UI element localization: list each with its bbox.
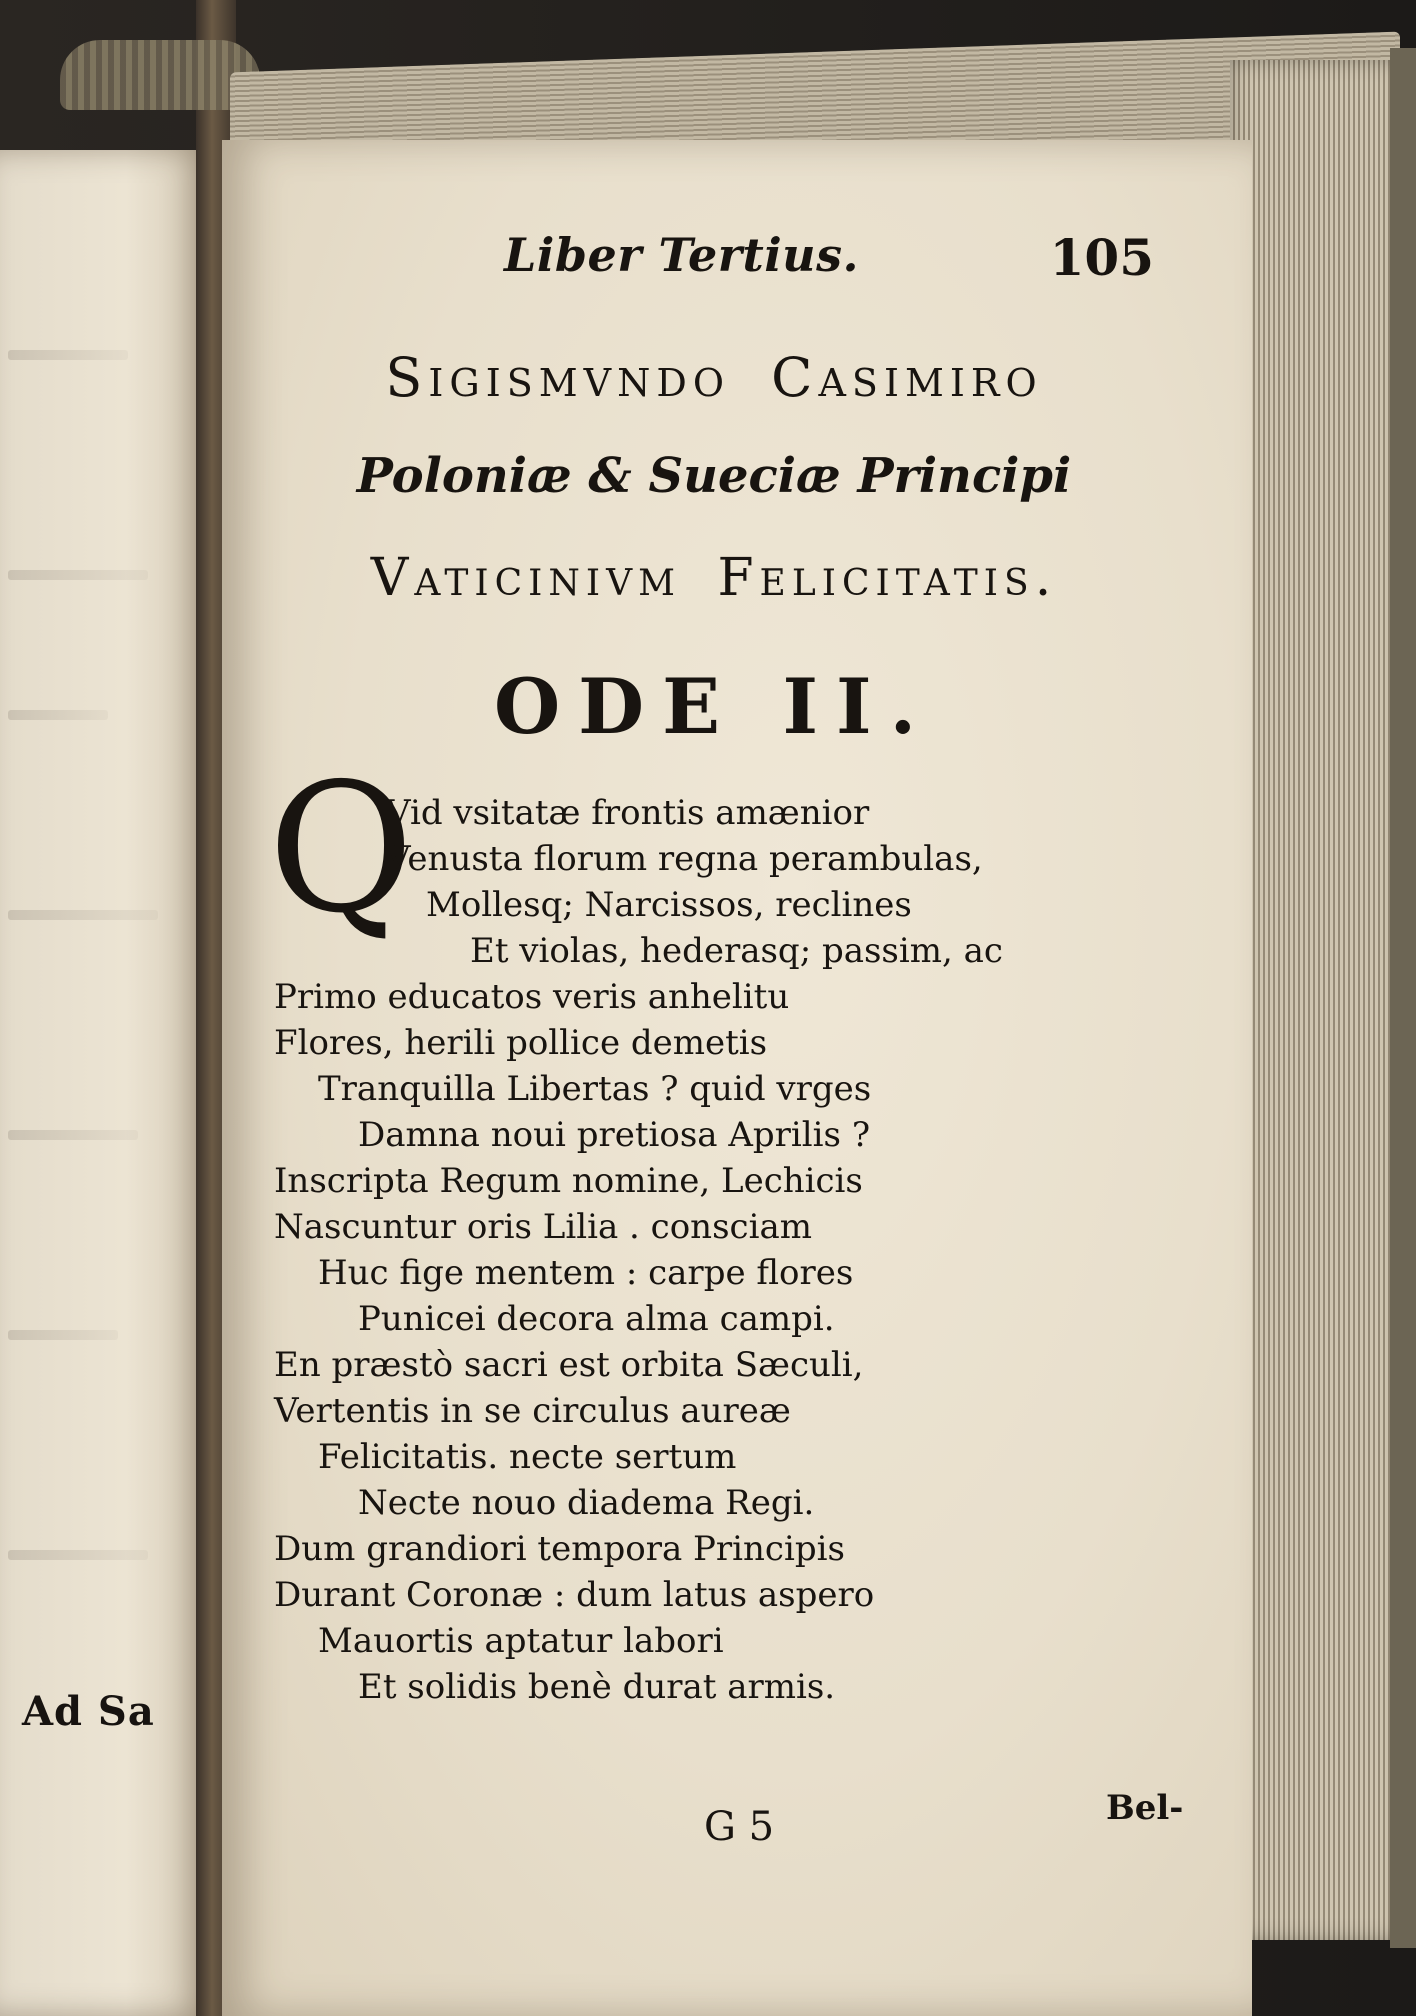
verse-line: Et violas, hederasq; passim, ac [470,931,1003,971]
verse-line: Huc fige mentem : carpe flores [318,1253,854,1293]
faint-text-line [8,910,158,920]
faint-text-line [8,570,148,580]
verse-line: Et solidis benè durat armis. [358,1667,836,1707]
verse-line: Punicei decora alma campi. [358,1299,835,1339]
left-page [0,150,210,2016]
page-fore-edge [1230,60,1405,1940]
dedication-title-line: Sigismvndo Casimiro [385,346,1043,409]
faint-text-line [8,350,128,360]
verse-line: Vertentis in se circulus aureæ [274,1391,791,1431]
verse-line: Vid vsitatæ frontis amænior [386,793,870,833]
dedication-title-line: Poloniæ & Sueciæ Principi [356,448,1072,504]
left-page-catchword: Ad Sa [22,1688,155,1735]
page-number: 105 [1049,228,1154,287]
verse-line: Damna noui pretiosa Aprilis ? [358,1115,871,1155]
cover-edge [1390,48,1416,1948]
signature-mark: G 5 [704,1804,775,1850]
verse-line: Tranquilla Libertas ? quid vrges [318,1069,872,1109]
ode-heading: ODE II. [493,662,935,751]
verse-line: Necte nouo diadema Regi. [358,1483,815,1523]
verse-line: Nascuntur oris Lilia . consciam [274,1207,812,1247]
verse-line: Dum grandiori tempora Principis [274,1529,845,1569]
drop-cap: Q [268,745,414,952]
faint-text-line [8,1550,148,1560]
faint-text-line [8,1330,118,1340]
right-page [222,140,1252,2016]
verse-line: Venusta florum regna perambulas, [386,839,983,879]
verse-line: Felicitatis. necte sertum [318,1437,737,1477]
verse-line: Durant Coronæ : dum latus aspero [274,1575,875,1615]
catchword: Bel- [1106,1788,1184,1828]
verse-line: Primo educatos veris anhelitu [274,977,790,1017]
dedication-title-line: Vaticinivm Felicitatis. [370,548,1058,608]
running-title: Liber Tertius. [504,228,860,282]
verse-line: Inscripta Regum nomine, Lechicis [274,1161,863,1201]
faint-text-line [8,710,108,720]
verse-line: Flores, herili pollice demetis [274,1023,768,1063]
verse-line: En præstò sacri est orbita Sæculi, [274,1345,864,1385]
verse-line: Mauortis aptatur labori [318,1621,724,1661]
faint-text-line [8,1130,138,1140]
verse-line: Mollesq; Narcissos, reclines [426,885,912,925]
running-head [274,228,1154,288]
